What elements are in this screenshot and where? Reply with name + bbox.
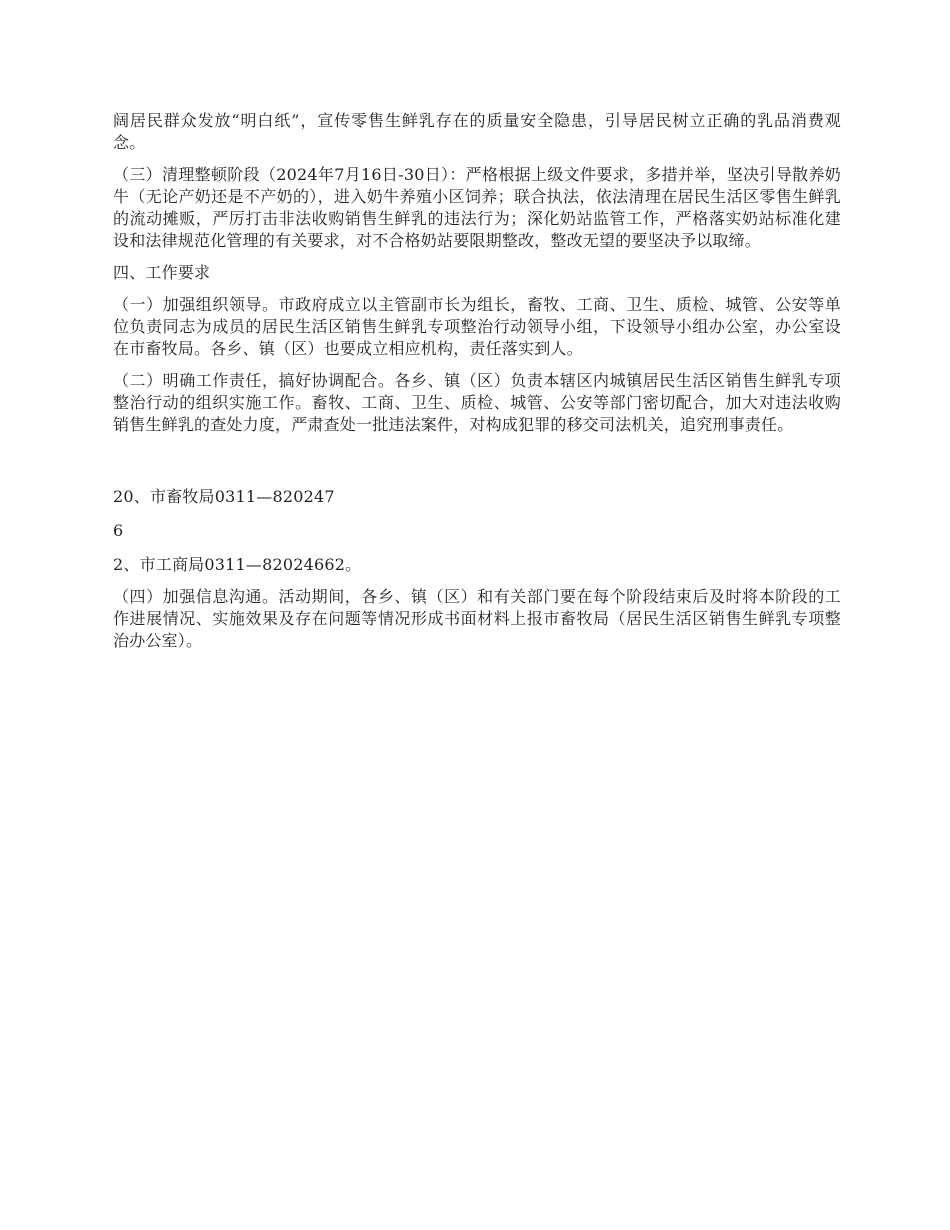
contact-line-livestock-bureau: 20、市畜牧局0311—820247 xyxy=(113,487,335,506)
paragraph-publicity-continuation: 阔居民群众发放“明白纸”，宣传零售生鲜乳存在的质量安全隐患，引导居民树立正确的乳品消费观念。 xyxy=(113,111,841,152)
paragraph-organization-leadership: （一）加强组织领导。市政府成立以主管副市长为组长，畜牧、工商、卫生、质检、城管、公安等单位负责同志为成员的居民生活区销售生鲜乳专项整治行动领导小组，下设领导小组办公室，办公室设在市畜牧局。各乡、镇（区）也要成立相应机构，责任落实到人。 xyxy=(113,295,841,358)
section-heading-work-requirements: 四、工作要求 xyxy=(113,263,211,282)
contact-line-industry-commerce-bureau: 2、市工商局0311—82024662。 xyxy=(113,555,362,574)
contact-line-continuation: 6 xyxy=(113,521,124,540)
paragraph-rectification-stage: （三）清理整顿阶段（2024年7月16日-30日）：严格根据上级文件要求，多措并举，坚决引导散养奶牛（无论产奶还是不产奶的），进入奶牛养殖小区饲养；联合执法，依法清理在居民生活区零售生鲜乳的流动摊贩，严厉打击非法收购销售生鲜乳的违法行为；深化奶站监管工作，严格落实奶站标准化建设和法律规范化管理的有关要求，对不合格奶站要限期整改，整改无望的要坚决予以取缔。 xyxy=(113,165,841,250)
paragraph-information-communication: （四）加强信息沟通。活动期间，各乡、镇（区）和有关部门要在每个阶段结束后及时将本阶段的工作进展情况、实施效果及存在问题等情况形成书面材料上报市畜牧局（居民生活区销售生鲜乳专项整治办公室）。 xyxy=(113,587,841,650)
paragraph-work-responsibility: （二）明确工作责任，搞好协调配合。各乡、镇（区）负责本辖区内城镇居民生活区销售生鲜乳专项整治行动的组织实施工作。畜牧、工商、卫生、质检、城管、公安等部门密切配合，加大对违法收购销售生鲜乳的查处力度，严肃查处一批违法案件，对构成犯罪的移交司法机关，追究刑事责任。 xyxy=(113,371,841,434)
document-body xyxy=(113,110,841,652)
